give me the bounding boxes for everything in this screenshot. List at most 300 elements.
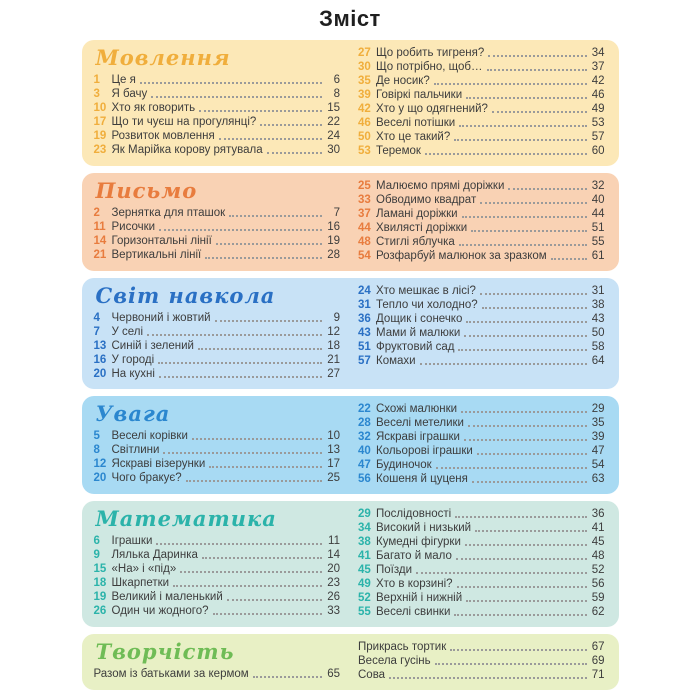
dot-leader: [227, 599, 322, 601]
toc-entry: [358, 116, 605, 130]
toc-entry: [94, 115, 341, 129]
page-number: 46: [591, 89, 605, 101]
toc-section: [82, 173, 619, 271]
page-number: 38: [591, 299, 605, 311]
toc-entry: [358, 221, 605, 235]
toc-entry: [94, 367, 341, 381]
section-heading: Увага: [95, 401, 171, 426]
dot-leader: [472, 481, 587, 483]
dot-leader: [454, 139, 586, 141]
lesson-number: 23: [93, 144, 107, 156]
dot-leader: [158, 362, 322, 364]
dot-leader: [159, 229, 322, 231]
lesson-number: 22: [358, 403, 371, 415]
page-number: 56: [591, 578, 605, 590]
dot-leader: [482, 307, 587, 309]
toc-entry: [94, 73, 341, 87]
toc-entry: [358, 549, 605, 563]
lesson-number: 33: [358, 194, 371, 206]
entry-title: Прикрась тортик: [358, 641, 447, 653]
section-left-column: [94, 179, 341, 263]
dot-leader: [462, 216, 587, 218]
page-number: 58: [591, 341, 605, 353]
page-number: 44: [591, 208, 605, 220]
lesson-number: 19: [93, 591, 107, 603]
page-number: 9: [333, 312, 340, 324]
lesson-number: 52: [358, 592, 371, 604]
page-number: 34: [591, 47, 605, 59]
toc-entry: [94, 471, 341, 485]
lesson-number: 4: [93, 312, 100, 324]
entry-title: Хто мешкає в лісі?: [376, 285, 476, 297]
toc-entry: [94, 576, 341, 590]
entry-title: Лялька Даринка: [111, 549, 198, 561]
toc-entry: [358, 235, 605, 249]
entry-title: Розвиток мовлення: [111, 130, 215, 142]
page-number: 27: [327, 368, 340, 380]
toc-entry: [358, 577, 605, 591]
section-list: [0, 40, 700, 690]
entry-title: Кольорові іграшки: [376, 445, 473, 457]
toc-entry: [94, 457, 341, 471]
dot-leader: [466, 97, 586, 99]
page-number: 49: [591, 103, 605, 115]
page-number: 50: [591, 327, 605, 339]
page-number: 6: [333, 74, 340, 86]
lesson-number: 6: [93, 535, 100, 547]
lesson-number: 56: [358, 473, 371, 485]
section-left-column: [94, 46, 341, 158]
toc-entry: [94, 429, 341, 443]
page-number: 18: [327, 340, 340, 352]
entry-title: Один чи жодного?: [111, 605, 209, 617]
dot-leader: [475, 530, 586, 532]
page-number: 14: [327, 549, 340, 561]
section-heading: Математика: [95, 506, 277, 531]
entry-title: Хто у що одягнений?: [376, 103, 488, 115]
lesson-number: 40: [358, 445, 371, 457]
toc-entry: [358, 416, 605, 430]
toc-entry: [358, 326, 605, 340]
lesson-number: 35: [358, 75, 371, 87]
toc-entry: [94, 129, 341, 143]
page-number: 59: [591, 592, 605, 604]
page-number: 42: [591, 75, 605, 87]
toc-entry: [358, 354, 605, 368]
page-number: 8: [333, 88, 340, 100]
toc-entry: [358, 521, 605, 535]
toc-entry: [358, 60, 605, 74]
page-number: 62: [591, 606, 605, 618]
dot-leader: [192, 438, 322, 440]
lesson-number: 20: [93, 368, 107, 380]
page-number: 23: [327, 577, 340, 589]
dot-leader: [216, 243, 322, 245]
toc-entry: [94, 311, 341, 325]
lesson-number: 9: [93, 549, 100, 561]
section-columns: [94, 402, 605, 486]
entry-title: Синій і зелений: [111, 340, 194, 352]
lesson-number: 28: [358, 417, 371, 429]
lesson-number: 47: [358, 459, 371, 471]
dot-leader: [435, 663, 587, 665]
dot-leader: [173, 585, 322, 587]
toc-section: [82, 278, 619, 389]
section-columns: [94, 640, 605, 682]
entry-title: Яскраві іграшки: [376, 431, 460, 443]
dot-leader: [180, 571, 322, 573]
entry-title: Говіркі пальчики: [376, 89, 463, 101]
page-number: 52: [591, 564, 605, 576]
entry-title: Сова: [358, 669, 386, 681]
entry-title: Хто як говорить: [111, 102, 196, 114]
page-number: 32: [591, 180, 605, 192]
dot-leader: [416, 572, 586, 574]
dot-leader: [492, 111, 587, 113]
page-number: 45: [591, 536, 605, 548]
section-columns: [94, 284, 605, 381]
toc-entry: [358, 46, 605, 60]
entry-title: Будиночок: [376, 459, 432, 471]
dot-leader: [186, 480, 322, 482]
dot-leader: [202, 557, 322, 559]
toc-entry: [358, 507, 605, 521]
entry-title: Теремок: [376, 145, 421, 157]
toc-entry: [358, 535, 605, 549]
section-right-column: [358, 507, 605, 619]
toc-entry: [94, 604, 341, 618]
toc-entry: [358, 430, 605, 444]
toc-entry: [358, 668, 605, 682]
page-number: 55: [591, 236, 605, 248]
lesson-number: 45: [358, 564, 371, 576]
entry-title: Хто це такий?: [376, 131, 451, 143]
toc-entry: [94, 562, 341, 576]
lesson-number: 12: [93, 458, 107, 470]
dot-leader: [253, 676, 322, 678]
entry-title: Верхній і нижній: [376, 592, 463, 604]
toc-entry: [94, 220, 341, 234]
section-left-column: [94, 284, 341, 381]
entry-title: Хвилясті доріжки: [376, 222, 468, 234]
toc-section: [82, 40, 619, 166]
entry-title: Комахи: [376, 355, 416, 367]
lesson-number: 21: [93, 249, 107, 261]
lesson-number: 1: [93, 74, 100, 86]
lesson-number: 51: [358, 341, 371, 353]
entry-title: Веселі корівки: [111, 430, 188, 442]
page-number: 47: [591, 445, 605, 457]
lesson-number: 50: [358, 131, 371, 143]
page-number: 10: [327, 430, 340, 442]
toc-entry: [358, 458, 605, 472]
dot-leader: [267, 152, 322, 154]
lesson-number: 31: [358, 299, 371, 311]
section-columns: [94, 46, 605, 158]
toc-section: [82, 501, 619, 627]
lesson-number: 42: [358, 103, 371, 115]
dot-leader: [508, 188, 586, 190]
toc-entry: [358, 640, 605, 654]
page-number: 57: [591, 131, 605, 143]
toc-section: [82, 634, 619, 690]
toc-entry: [94, 248, 341, 262]
lesson-number: 34: [358, 522, 371, 534]
dot-leader: [198, 348, 322, 350]
entry-title: Веселі метелики: [376, 417, 464, 429]
section-right-column: [358, 640, 605, 682]
page-number: 28: [327, 249, 340, 261]
entry-title: Що потрібно, щоб…: [376, 61, 483, 73]
lesson-number: 57: [358, 355, 371, 367]
page-number: 69: [591, 655, 605, 667]
toc-section: [82, 396, 619, 494]
lesson-number: 2: [93, 207, 100, 219]
entry-title: Кошеня й цуценя: [376, 473, 468, 485]
lesson-number: 32: [358, 431, 371, 443]
entry-title: «На» і «під»: [111, 563, 177, 575]
section-heading: Письмо: [95, 178, 198, 203]
section-columns: [94, 507, 605, 619]
toc-entry: [94, 234, 341, 248]
page-number: 35: [591, 417, 605, 429]
section-left-column: [94, 640, 341, 682]
page-number: 71: [591, 669, 605, 681]
dot-leader: [420, 363, 587, 365]
dot-leader: [229, 215, 322, 217]
page-number: 25: [327, 472, 340, 484]
toc-entry: [358, 179, 605, 193]
lesson-number: 11: [93, 221, 106, 233]
entry-title: Що ти чуєш на прогулянці?: [111, 116, 257, 128]
lesson-number: 20: [93, 472, 107, 484]
dot-leader: [159, 376, 322, 378]
section-columns: [94, 179, 605, 263]
lesson-number: 25: [358, 180, 371, 192]
lesson-number: 53: [358, 145, 371, 157]
toc-entry: [358, 144, 605, 158]
dot-leader: [480, 293, 587, 295]
toc-entry: [358, 312, 605, 326]
dot-leader: [205, 257, 322, 259]
toc-entry: [94, 548, 341, 562]
toc-entry: [94, 353, 341, 367]
entry-title: Де носик?: [376, 75, 430, 87]
entry-title: Веселі потішки: [376, 117, 456, 129]
page-number: 22: [327, 116, 340, 128]
toc-entry: [358, 563, 605, 577]
dot-leader: [450, 649, 586, 651]
entry-title: Стиглі яблучка: [376, 236, 455, 248]
toc-entry: [358, 74, 605, 88]
section-left-column: [94, 402, 341, 486]
toc-entry: [94, 325, 341, 339]
toc-entry: [94, 590, 341, 604]
lesson-number: 17: [93, 116, 107, 128]
entry-title: У городі: [111, 354, 155, 366]
page-number: 48: [591, 550, 605, 562]
entry-title: Послідовності: [376, 508, 452, 520]
section-heading: Мовлення: [95, 45, 231, 70]
toc-entry: [358, 402, 605, 416]
toc-entry: [94, 206, 341, 220]
page-number: 64: [591, 355, 605, 367]
page-number: 43: [591, 313, 605, 325]
dot-leader: [480, 202, 586, 204]
lesson-number: 48: [358, 236, 371, 248]
dot-leader: [389, 677, 586, 679]
dot-leader: [163, 452, 322, 454]
toc-entry: [358, 340, 605, 354]
entry-title: Я бачу: [111, 88, 148, 100]
entry-title: Шкарпетки: [111, 577, 170, 589]
dot-leader: [140, 82, 322, 84]
section-heading: Творчість: [95, 639, 235, 664]
dot-leader: [425, 153, 587, 155]
page-number: 40: [591, 194, 605, 206]
dot-leader: [466, 600, 586, 602]
section-heading: Світ навкола: [95, 283, 276, 308]
lesson-number: 16: [93, 354, 107, 366]
dot-leader: [551, 258, 587, 260]
toc-entry: [358, 591, 605, 605]
dot-leader: [215, 320, 322, 322]
dot-leader: [156, 543, 322, 545]
dot-leader: [458, 349, 586, 351]
toc-entry: [94, 143, 341, 157]
lesson-number: 5: [93, 430, 100, 442]
dot-leader: [213, 613, 322, 615]
page-number: 33: [327, 605, 340, 617]
lesson-number: 39: [358, 89, 371, 101]
dot-leader: [151, 96, 322, 98]
page-number: 26: [327, 591, 340, 603]
page-number: 17: [327, 458, 340, 470]
page-number: 16: [327, 221, 340, 233]
entry-title: Схожі малюнки: [376, 403, 458, 415]
entry-title: Високий і низький: [376, 522, 472, 534]
page-number: 29: [591, 403, 605, 415]
page-number: 12: [327, 326, 340, 338]
page-number: 37: [591, 61, 605, 73]
toc-entry: [94, 339, 341, 353]
entry-title: Мами й малюки: [376, 327, 461, 339]
entry-title: Великий і маленький: [111, 591, 223, 603]
entry-title: Разом із батьками за кермом: [93, 668, 249, 680]
entry-title: Яскраві візерунки: [111, 458, 206, 470]
entry-title: На кухні: [111, 368, 155, 380]
entry-title: Весела гусінь: [358, 655, 431, 667]
entry-title: Чого бракує?: [111, 472, 182, 484]
lesson-number: 49: [358, 578, 371, 590]
page-number: 60: [591, 145, 605, 157]
page-title: Зміст: [319, 6, 381, 31]
dot-leader: [457, 586, 587, 588]
toc-entry: [358, 298, 605, 312]
entry-title: Червоний і жовтий: [111, 312, 211, 324]
dot-leader: [487, 69, 587, 71]
page-number: 39: [591, 431, 605, 443]
dot-leader: [456, 558, 587, 560]
toc-entry: [358, 88, 605, 102]
page-number: 30: [327, 144, 340, 156]
dot-leader: [219, 138, 322, 140]
entry-title: Що робить тигреня?: [376, 47, 485, 59]
toc-entry: [358, 605, 605, 619]
dot-leader: [488, 55, 586, 57]
toc-entry: [94, 87, 341, 101]
entry-title: Кумедні фігурки: [376, 536, 461, 548]
entry-title: Багато й мало: [376, 550, 452, 562]
entry-title: Розфарбуй малюнок за зразком: [376, 250, 547, 262]
lesson-number: 30: [358, 61, 371, 73]
entry-title: Як Марійка корову рятувала: [111, 144, 263, 156]
lesson-number: 43: [358, 327, 371, 339]
dot-leader: [466, 321, 586, 323]
dot-leader: [455, 516, 586, 518]
section-right-column: [358, 284, 605, 381]
dot-leader: [260, 124, 322, 126]
dot-leader: [461, 411, 586, 413]
lesson-number: 37: [358, 208, 371, 220]
section-right-column: [358, 402, 605, 486]
page-number: 65: [327, 668, 340, 680]
page-number: 41: [591, 522, 605, 534]
page-number: 11: [328, 535, 340, 547]
page-number: 7: [333, 207, 340, 219]
entry-title: Ламані доріжки: [376, 208, 458, 220]
page-number: 19: [327, 235, 340, 247]
page-number: 51: [591, 222, 605, 234]
dot-leader: [434, 83, 587, 85]
lesson-number: 41: [358, 550, 371, 562]
lesson-number: 55: [358, 606, 371, 618]
toc-entry: [358, 444, 605, 458]
toc-entry: [358, 193, 605, 207]
entry-title: Горизонтальні лінії: [111, 235, 212, 247]
page-number: 31: [591, 285, 605, 297]
dot-leader: [459, 125, 586, 127]
toc-entry: [94, 667, 341, 681]
lesson-number: 13: [93, 340, 107, 352]
toc-entry: [358, 207, 605, 221]
toc-entry: [94, 443, 341, 457]
dot-leader: [468, 425, 587, 427]
page-number: 36: [591, 508, 605, 520]
lesson-number: 7: [93, 326, 100, 338]
page-number: 54: [591, 459, 605, 471]
dot-leader: [465, 544, 587, 546]
entry-title: Фруктовий сад: [376, 341, 455, 353]
entry-title: Малюємо прямі доріжки: [376, 180, 505, 192]
toc-entry: [358, 472, 605, 486]
entry-title: Веселі свинки: [376, 606, 451, 618]
entry-title: Світлини: [111, 444, 160, 456]
page-number: 53: [591, 117, 605, 129]
toc-entry: [94, 534, 341, 548]
dot-leader: [477, 453, 587, 455]
page-number: 21: [327, 354, 340, 366]
toc-entry: [358, 654, 605, 668]
dot-leader: [199, 110, 322, 112]
lesson-number: 27: [358, 47, 371, 59]
entry-title: У селі: [111, 326, 144, 338]
page-number: 63: [591, 473, 605, 485]
page-number: 24: [327, 130, 340, 142]
lesson-number: 10: [93, 102, 107, 114]
lesson-number: 19: [93, 130, 107, 142]
toc-entry: [358, 130, 605, 144]
